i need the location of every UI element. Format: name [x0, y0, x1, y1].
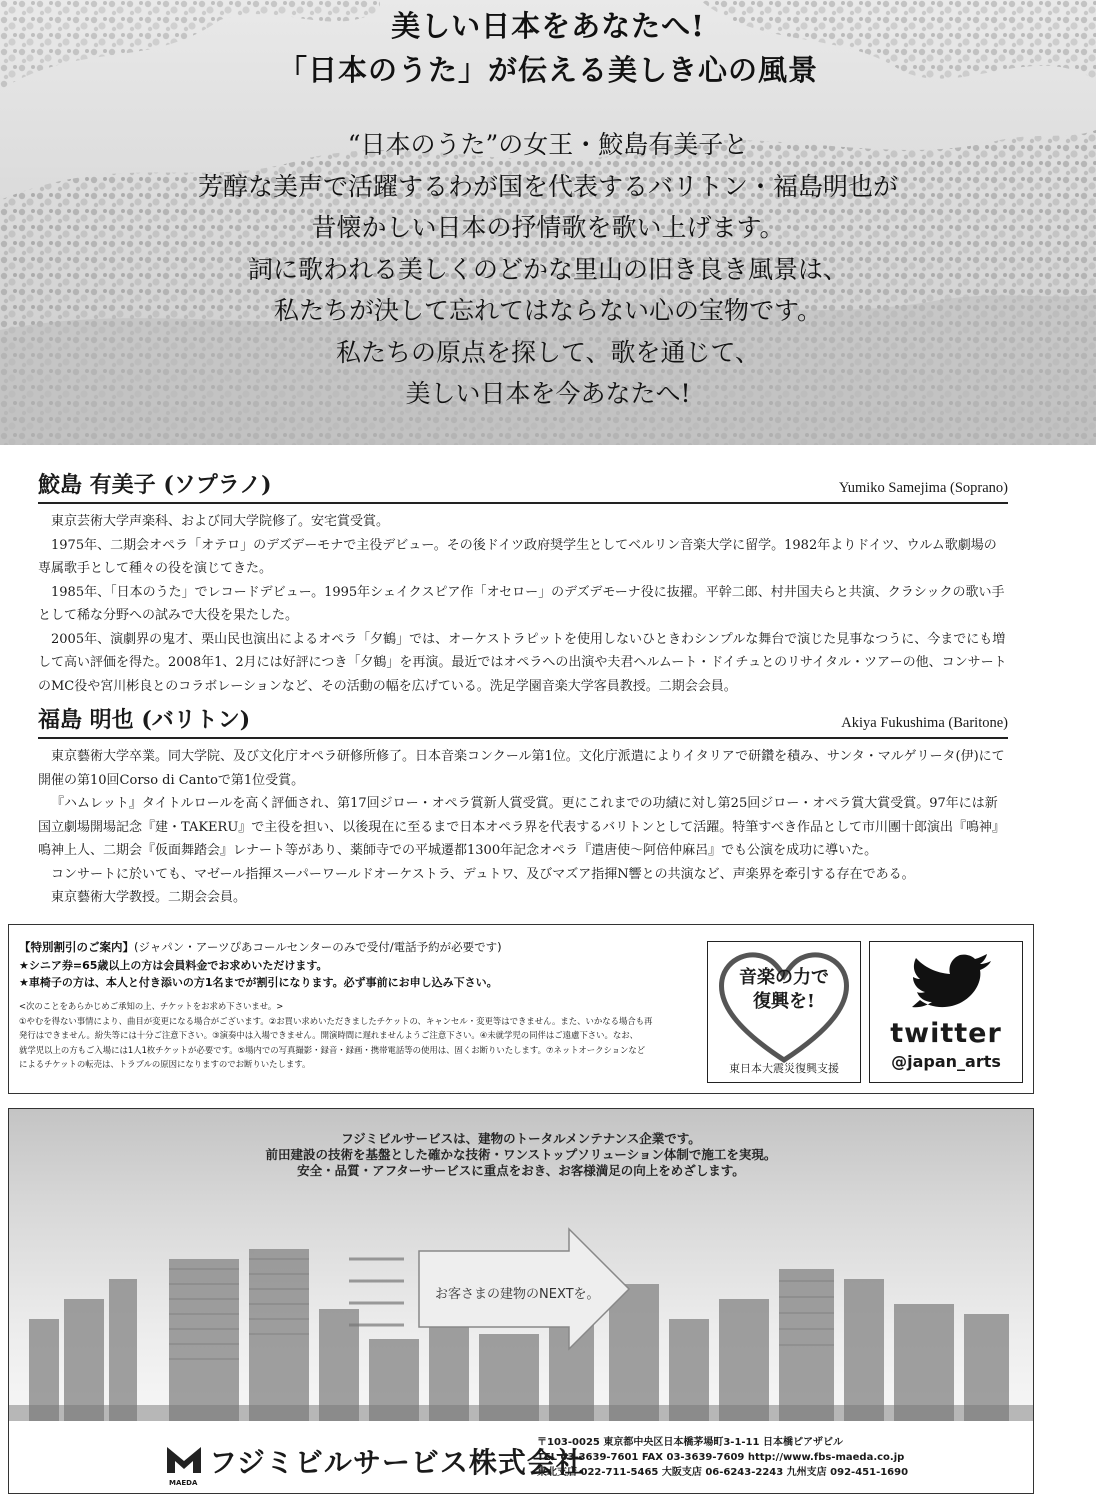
hero-title-2: 「日本のうた」が伝える美しき心の風景: [277, 53, 818, 87]
ad-footer: [9, 1421, 1033, 1493]
fine-print-line: 発行はできません。紛失等には十分ご注意下さい。③演奏中は入場できません。開演時間に遅れませんようご注意下さい。④未就学児の同伴はご遠慮下さい。なお、: [19, 1030, 639, 1041]
maeda-logo-icon: [165, 1445, 203, 1475]
twitter-word: twitter: [890, 1018, 1002, 1049]
notice-heading: 【特別割引のご案内】: [19, 940, 134, 954]
bio-paragraph: 1975年、二期会オペラ「オテロ」のデズデーモナで主役デビュー。その後ドイツ政府奨学生としてベルリン音楽大学に留学。1982年よりドイツ、ウルム歌劇場の専属歌手として種々の役を演じてきた。: [38, 537, 997, 576]
music-recovery-badge: [707, 941, 861, 1083]
logo-subtext: MAEDA: [169, 1479, 198, 1487]
artist-bio-fukushima: [38, 745, 1008, 910]
notice-heading-note: (ジャパン・アーツぴあコールセンターのみで受付/電話予約が必要です): [134, 940, 502, 954]
bio-paragraph: 『ハムレット』タイトルロールを高く評価され、第17回ジロー・オペラ賞新人賞受賞。更にこれまでの功績に対し第25回ジロー・オペラ賞大賞受賞。97年には新国立劇場開場記念『建・TAKERU』で主役を担い、以後現在に至るまで日本オペラ界を代表するバリトンとして活躍。特筆すべき作品として市川團十郎演出『鳴神』鳴神上人、二期会『仮面舞踏会』レナート等があり、薬師寺での平城遷都1300年記念オペラ『遣唐使〜阿倍仲麻呂』でも公演を成功に導いた。: [38, 796, 1006, 858]
address-line: 〒103-0025 東京都中央区日本橋茅場町3-1-11 日本橋ピアザビル: [537, 1437, 843, 1448]
company-name: フジミビルサービス株式会社: [209, 1446, 585, 1479]
badge-line: 復興を!: [753, 991, 815, 1012]
fine-print-line: 就学児以上の方もご入場には1人1枚チケットが必要です。⑤場内での写真撮影・録音・録画・携帯電話等の使用は、固くお断りいたします。⑦ネットオークションなど: [19, 1044, 646, 1055]
hero-line: 私たちの原点を探して、歌を通じて、: [335, 337, 760, 367]
hero-line: “日本のうた”の女王・鮫島有美子と: [347, 130, 749, 159]
badge-line: 音楽の力で: [739, 967, 829, 988]
bio-paragraph: 東京藝術大学卒業。同大学院、及び文化庁オペラ研修所修了。日本音楽コンクール第1位。文化庁派遣によりイタリアで研鑽を積み、サンタ・マルゲリータ(伊)にて開催の第10回Corso di Cantoで第1位受賞。: [38, 749, 1005, 788]
notice-fine-print: [19, 999, 699, 1072]
notice-item: ★車椅子の方は、本人と付き添いの方1名までが割引になります。必ず事前にお申し込み下さい。: [19, 976, 498, 989]
hero-line: 芳醇な美声で活躍するわが国を代表するバリトン・福島明也が: [197, 171, 898, 201]
artist-name-en: Yumiko Samejima (Soprano): [838, 480, 1008, 496]
twitter-handle[interactable]: @japan_arts: [891, 1052, 1001, 1071]
artist-name-en: Akiya Fukushima (Baritone): [841, 715, 1008, 731]
hero-line: 詞に歌われる美しくのどかな里山の旧き良き風景は、: [247, 254, 848, 284]
bio-paragraph: コンサートに於いても、マゼール指揮スーパーワールドオーケストラ、デュトワ、及びマズア指揮N響との共演など、声楽界を牽引する存在である。: [51, 866, 915, 882]
artist-name-jp: 福島 明也 (バリトン): [38, 707, 251, 733]
twitter-badge[interactable]: [869, 941, 1023, 1083]
badge-music-text: [708, 966, 860, 1014]
address-line: 東北支店 022-711-5465 大阪支店 06-6243-2243 九州支店 092-451-1690: [537, 1467, 909, 1478]
ad-lead-line: 前田建設の技術を基盤とした確かな技術・ワンストップソリューション体制で施工を実現。: [265, 1147, 777, 1162]
notice-heading-row: [19, 937, 699, 957]
address-line: TEL 03-3639-7601 FAX 03-3639-7609 http://www.fbs-maeda.co.jp: [537, 1452, 905, 1463]
ad-lead-line: フジミビルサービスは、建物のトータルメンテナンス企業です。: [341, 1131, 701, 1146]
artist-bio-samejima: [38, 510, 1008, 698]
ad-lead: [9, 1131, 1033, 1179]
hero-banner: [0, 0, 1096, 445]
bio-paragraph: 東京藝術大学教授。二期会会員。: [51, 890, 247, 905]
company-address: [537, 1435, 908, 1480]
hero-line: 美しい日本を今あなたへ!: [405, 379, 691, 408]
fine-print-line: ①やむを得ない事情により、曲目が変更になる場合がございます。②お買い求めいただきましたチケットの、キャンセル・変更等はできません。また、いかなる場合も再: [19, 1015, 653, 1026]
sponsor-ad: [8, 1108, 1034, 1494]
artist-header-samejima: [38, 468, 1008, 504]
notice-text: [19, 937, 699, 1072]
bio-paragraph: 東京芸術大学声楽科、および同大学院修了。安宅賞受賞。: [51, 514, 390, 529]
twitter-bird-icon: [870, 942, 1022, 1022]
hero-body: [0, 124, 1096, 415]
bio-paragraph: 2005年、演劇界の鬼才、栗山民也演出によるオペラ「夕鶴」では、オーケストラピットを使用しないひときわシンプルな舞台で演じた見事なつうに、今までにも増して高い評価を得た。2008年1、2月には好評につき「夕鶴」を再演。最近ではオペラへの出演や夫君ヘルムート・ドイチュとのリサイタル・ツアーの他、コンサートのMC役や宮川彬良とのコラボレーションなど、その活動の幅を広げている。洗足学園音楽大学客員教授。二期会会員。: [38, 631, 1007, 694]
hero-line: 昔懐かしい日本の抒情歌を歌い上げます。: [311, 213, 785, 242]
ad-lead-line: 安全・品質・アフターサービスに重点をおき、お客様満足の向上をめざします。: [297, 1163, 745, 1178]
bio-paragraph: 1985年、「日本のうた」でレコードデビュー。1995年シェイクスピア作「オセロー」のデズデモーナ役に抜擢。平幹二郎、村井国夫らと共演、クラシックの歌い手として稀な分野への試みで大役を果たした。: [38, 584, 1005, 623]
badge-footer: 東日本大震災復興支援: [729, 1062, 839, 1075]
hero-title-1: 美しい日本をあなたへ!: [391, 9, 705, 43]
arrow-text: お客さまの建物のNEXTを。: [435, 1287, 600, 1302]
fine-print-line: によるチケットの転売は、トラブルの原因になりますのでお断りいたします。: [19, 1059, 311, 1070]
discount-notice-box: [8, 924, 1034, 1094]
artist-header-fukushima: [38, 703, 1008, 739]
hero-line: 私たちが決して忘れてはならない心の宝物です。: [273, 296, 822, 325]
fine-print-line: <次のことをあらかじめご承知の上、チケットをお求め下さいませ。>: [19, 1001, 284, 1011]
notice-item: ★シニア券=65歳以上の方は会員料金でお求めいただけます。: [19, 959, 328, 972]
artist-name-jp: 鮫島 有美子 (ソプラノ): [38, 472, 272, 498]
